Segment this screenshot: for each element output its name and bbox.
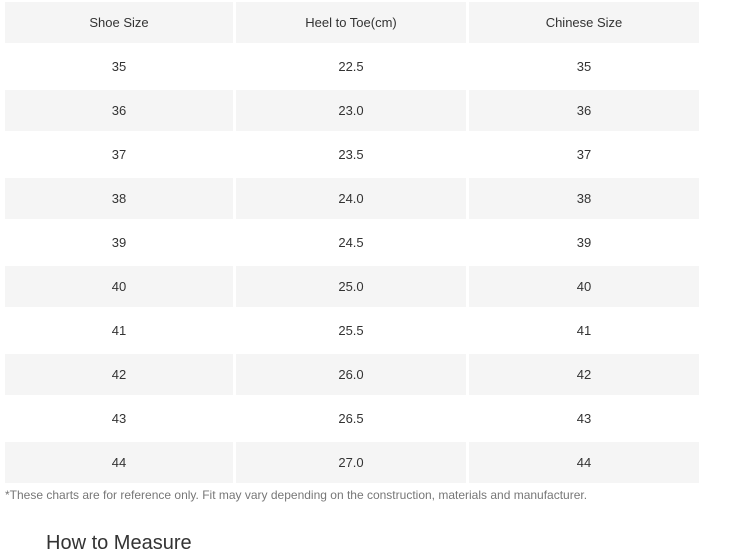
cell-heel-to-toe: 25.0 (236, 266, 466, 307)
table-row (5, 90, 699, 131)
cell-shoe-size: 36 (5, 90, 233, 131)
cell-shoe-size: 44 (5, 442, 233, 483)
table-row (5, 266, 699, 307)
cell-chinese-size: 43 (469, 398, 699, 439)
how-to-measure-heading: How to Measure (46, 532, 192, 554)
header-chinese-size: Chinese Size (469, 2, 699, 43)
cell-chinese-size: 44 (469, 442, 699, 483)
cell-chinese-size: 38 (469, 178, 699, 219)
header-shoe-size: Shoe Size (5, 2, 233, 43)
table-row (5, 134, 699, 175)
cell-heel-to-toe: 26.0 (236, 354, 466, 395)
cell-heel-to-toe: 23.0 (236, 90, 466, 131)
cell-heel-to-toe: 26.5 (236, 398, 466, 439)
size-chart-table (2, 0, 702, 486)
table-body (5, 46, 699, 483)
cell-heel-to-toe: 22.5 (236, 46, 466, 87)
cell-shoe-size: 38 (5, 178, 233, 219)
cell-heel-to-toe: 24.0 (236, 178, 466, 219)
cell-chinese-size: 42 (469, 354, 699, 395)
cell-chinese-size: 41 (469, 310, 699, 351)
cell-shoe-size: 39 (5, 222, 233, 263)
cell-heel-to-toe: 23.5 (236, 134, 466, 175)
table-row (5, 178, 699, 219)
cell-heel-to-toe: 24.5 (236, 222, 466, 263)
cell-chinese-size: 39 (469, 222, 699, 263)
table-row (5, 310, 699, 351)
cell-shoe-size: 42 (5, 354, 233, 395)
cell-heel-to-toe: 25.5 (236, 310, 466, 351)
cell-chinese-size: 35 (469, 46, 699, 87)
table-row (5, 222, 699, 263)
cell-shoe-size: 43 (5, 398, 233, 439)
cell-chinese-size: 36 (469, 90, 699, 131)
table-row (5, 398, 699, 439)
table-row (5, 46, 699, 87)
cell-shoe-size: 35 (5, 46, 233, 87)
header-heel-to-toe: Heel to Toe(cm) (236, 2, 466, 43)
reference-note: *These charts are for reference only. Fit may vary depending on the construction, materials and manufacturer. (5, 488, 588, 502)
cell-shoe-size: 40 (5, 266, 233, 307)
cell-heel-to-toe: 27.0 (236, 442, 466, 483)
table-row (5, 442, 699, 483)
cell-chinese-size: 37 (469, 134, 699, 175)
table-row (5, 354, 699, 395)
cell-shoe-size: 41 (5, 310, 233, 351)
table-header-row (5, 2, 699, 43)
cell-chinese-size: 40 (469, 266, 699, 307)
cell-shoe-size: 37 (5, 134, 233, 175)
